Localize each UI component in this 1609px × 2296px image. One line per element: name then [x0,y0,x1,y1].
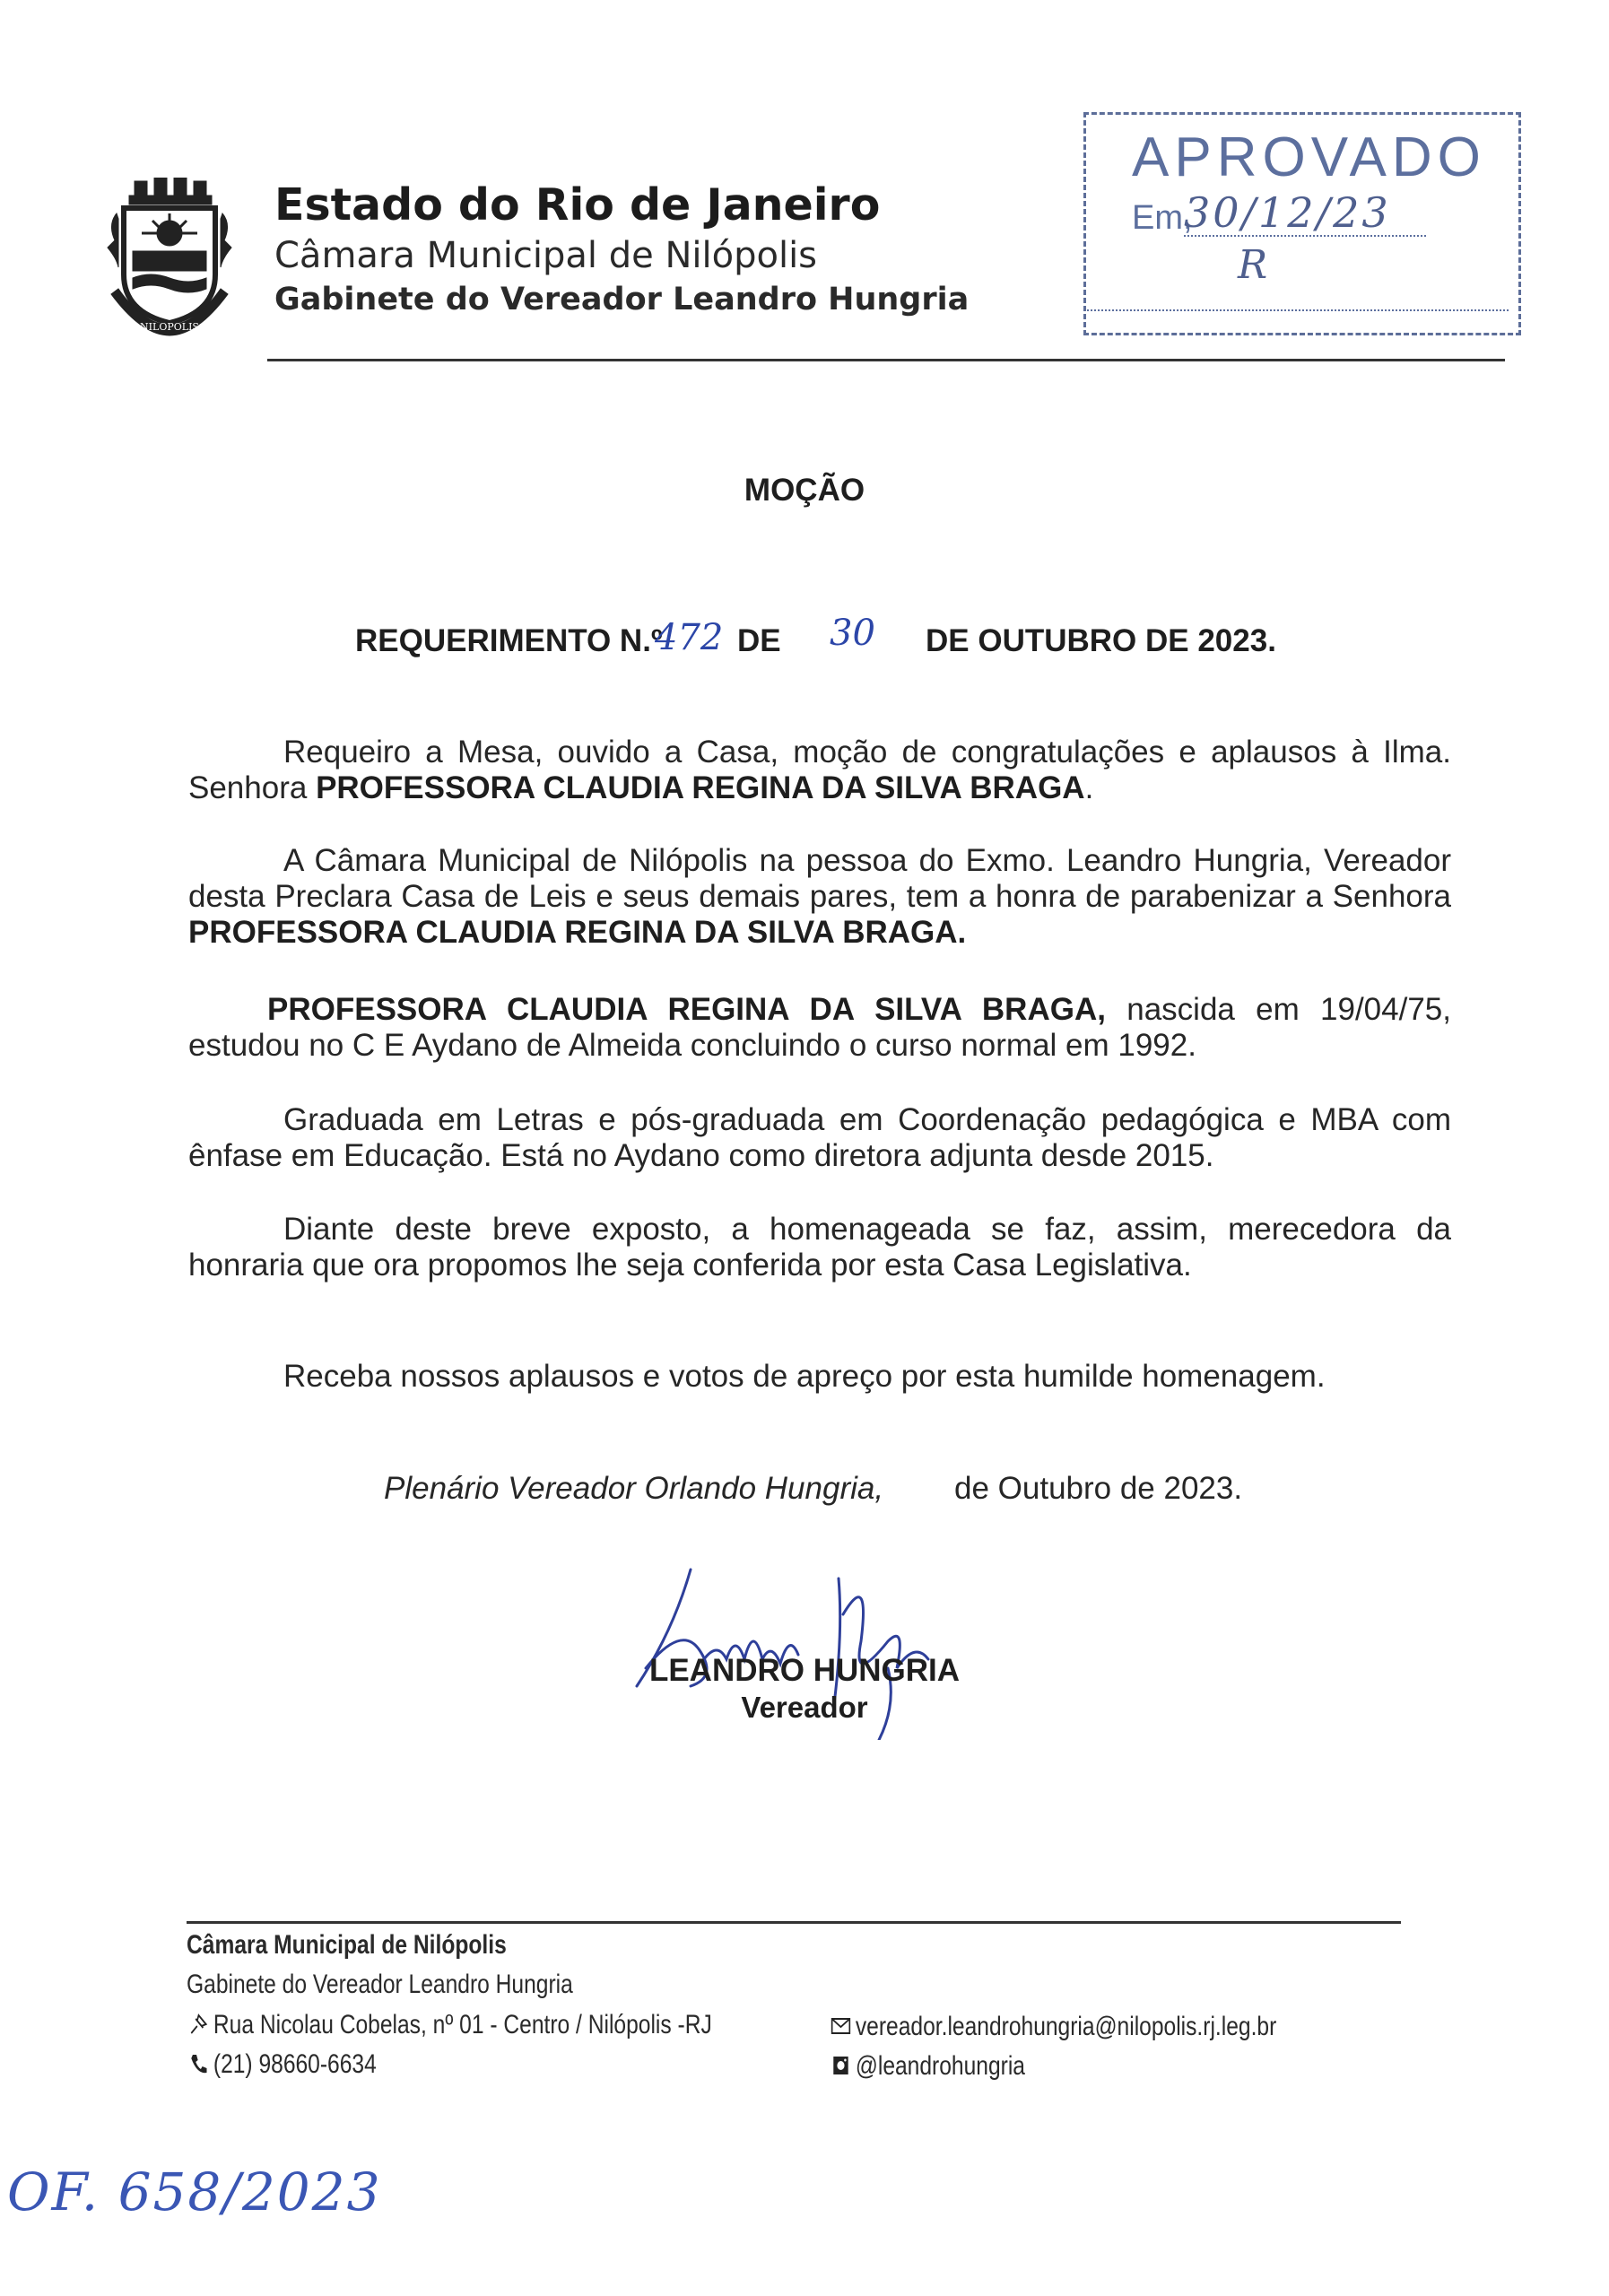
paragraph-1: Requeiro a Mesa, ouvido a Casa, moção de congratulações e aplausos à Ilma. Senhora PROFESSORA CLAUDIA REGINA DA SILVA BRAGA. [188,735,1451,805]
request-suffix: DE OUTUBRO DE 2023. [926,623,1276,658]
request-day-handwritten: 30 [830,613,875,654]
stamp-title: APROVADO [1132,126,1486,188]
header-office-name: Gabinete do Vereador Leandro Hungria [274,282,970,317]
request-prefix: REQUERIMENTO N.º [355,623,663,658]
signatory-name: LEANDRO HUNGRIA [648,1653,961,1688]
instagram-icon [831,2053,851,2078]
request-number-handwritten: 472 [655,617,724,658]
header-divider [267,359,1505,361]
stamp-bottom-line [1087,309,1509,313]
request-de: DE [737,623,781,658]
footer-org: Câmara Municipal de Nilópolis [187,1930,507,1960]
paragraph-4: Graduada em Letras e pós-graduada em Coordenação pedagógica e MBA com ênfase em Educação. Está no Aydano como diretora adjunta desde 2015. [188,1102,1451,1173]
handwritten-office-number: OF. 658/2023 [7,2161,382,2222]
footer-email: vereador.leandrohungria@nilopolis.rj.leg.br [831,2012,1276,2042]
signatory-role: Vereador [741,1691,868,1724]
header-chamber-name: Câmara Municipal de Nilópolis [274,235,818,276]
stamp-em-label: Em, [1132,199,1193,237]
phone-icon [188,2051,209,2076]
paragraph-2: A Câmara Municipal de Nilópolis na pessoa do Exmo. Leandro Hungria, Vereador desta Preclara Casa de Leis e seus demais pares, tem a honra de parabenizar a Senhora PROFESSORA CLAUDIA REGINA DA SILVA BRAGA. [188,843,1451,950]
paragraph-3: PROFESSORA CLAUDIA REGINA DA SILVA BRAGA, nascida em 19/04/75, estudou no C E Aydano de Almeida concluindo o curso normal em 1992. [188,992,1451,1063]
paragraph-6: Receba nossos aplausos e votos de apreço por esta humilde homenagem. [283,1359,1326,1394]
closing-date: de Outubro de 2023. [954,1471,1243,1506]
header-state-title: Estado do Rio de Janeiro [274,179,881,230]
pin-icon [188,2012,209,2037]
stamp-initials: R [1238,242,1268,288]
stamp-date-line [1184,235,1426,239]
closing-place: Plenário Vereador Orlando Hungria, [384,1471,884,1506]
stamp-handwritten-date: 30/12/23 [1184,188,1391,237]
document-title: MOÇÃO [744,473,865,508]
footer-instagram: @leandrohungria [831,2051,1025,2082]
footer-address: Rua Nicolau Cobelas, nº 01 - Centro / Nilópolis -RJ [188,2010,712,2040]
footer-office: Gabinete do Vereador Leandro Hungria [187,1970,573,1999]
footer-phone: (21) 98660-6634 [188,2049,377,2080]
footer-divider [187,1921,1401,1924]
municipal-crest-logo [106,178,233,337]
svg-text:NILOPOLIS: NILOPOLIS [140,321,199,333]
paragraph-5: Diante deste breve exposto, a homenageada se faz, assim, merecedora da honraria que ora propomos lhe seja conferida por esta Casa Legislativa. [188,1212,1451,1283]
email-icon [831,2013,851,2039]
